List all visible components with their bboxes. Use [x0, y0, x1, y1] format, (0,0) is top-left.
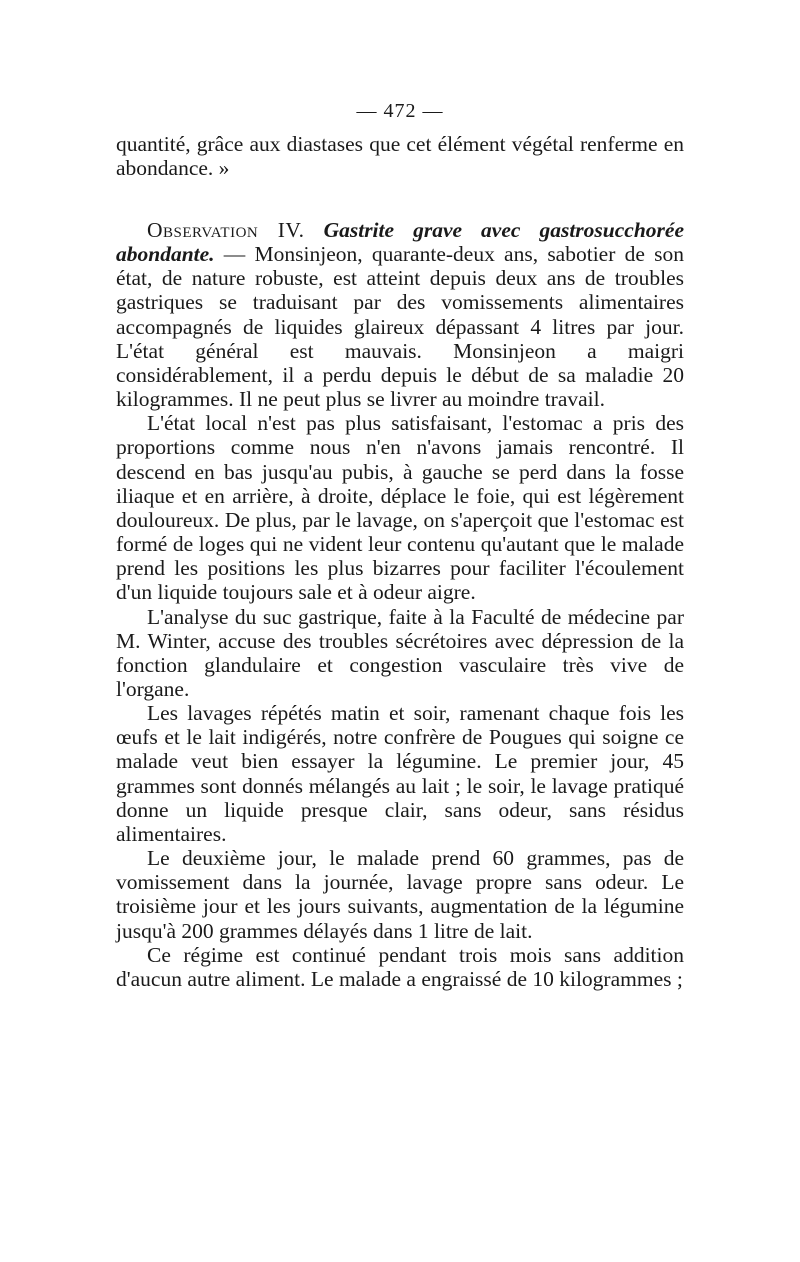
observation-label: Observation IV.	[147, 218, 305, 242]
paragraph-analysis: L'analyse du suc gastrique, faite à la Faculté de médecine par M. Winter, accuse des troubles sécrétoires avec dépression de la fonction glandulaire et congestion vasculaire très vive de l'organe.	[116, 604, 684, 701]
text-block-main	[116, 218, 684, 991]
paragraph-regime: Ce régime est continué pendant trois mois sans addition d'aucun autre aliment. Le malade a engraissé de 10 kilogrammes ;	[116, 942, 684, 991]
observation-text: — Monsinjeon, quarante-deux ans, sabotier de son état, de nature robuste, est atteint depuis deux ans de troubles gastriques se traduisant par des vomissements alimentaires accompagnés de liquides glaireux dépassant 4 litres par jour. L'état général est mauvais. Monsinjeon a maigri considérablement, il a perdu depuis le début de sa maladie 20 kilogrammes. Il ne peut plus se livrer au moindre travail.	[116, 242, 684, 412]
text-block-top	[116, 132, 684, 180]
paragraph-observation	[116, 218, 684, 411]
observation-title: Gastrite grave avec gastrosucchorée abondante.	[116, 218, 684, 267]
paragraph-local-state: L'état local n'est pas plus satisfaisant, l'estomac a pris des proportions comme nous n'en n'avons jamais rencontré. Il descend en bas jusqu'au pubis, à gauche se perd dans la fosse iliaque et en arrière, à droite, déplace le foie, qui est légèrement douloureux. De plus, par le lavage, on s'aperçoit que l'estomac est formé de loges qui ne vident leur contenu qu'autant que le malade prend les positions les plus bizarres pour faciliter l'écoulement d'un liquide toujours sale et à odeur aigre.	[116, 411, 684, 605]
paragraph-continuation: quantité, grâce aux diastases que cet élément végétal renferme en abondance. »	[116, 132, 684, 181]
page-number-header: — 472 —	[356, 100, 444, 122]
paragraph-lavages: Les lavages répétés matin et soir, ramenant chaque fois les œufs et le lait indigérés, notre confrère de Pougues qui soigne ce malade veut bien essayer la légumine. Le premier jour, 45 grammes sont donnés mélangés au lait ; le soir, le lavage pratiqué donne un liquide presque clair, sans odeur, sans résidus alimentaires.	[116, 701, 684, 846]
paragraph-second-day: Le deuxième jour, le malade prend 60 grammes, pas de vomissement dans la journée, lavage propre sans odeur. Le troisième jour et les jours suivants, augmentation de la légumine jusqu'à 200 grammes délayés dans 1 litre de lait.	[116, 846, 684, 943]
